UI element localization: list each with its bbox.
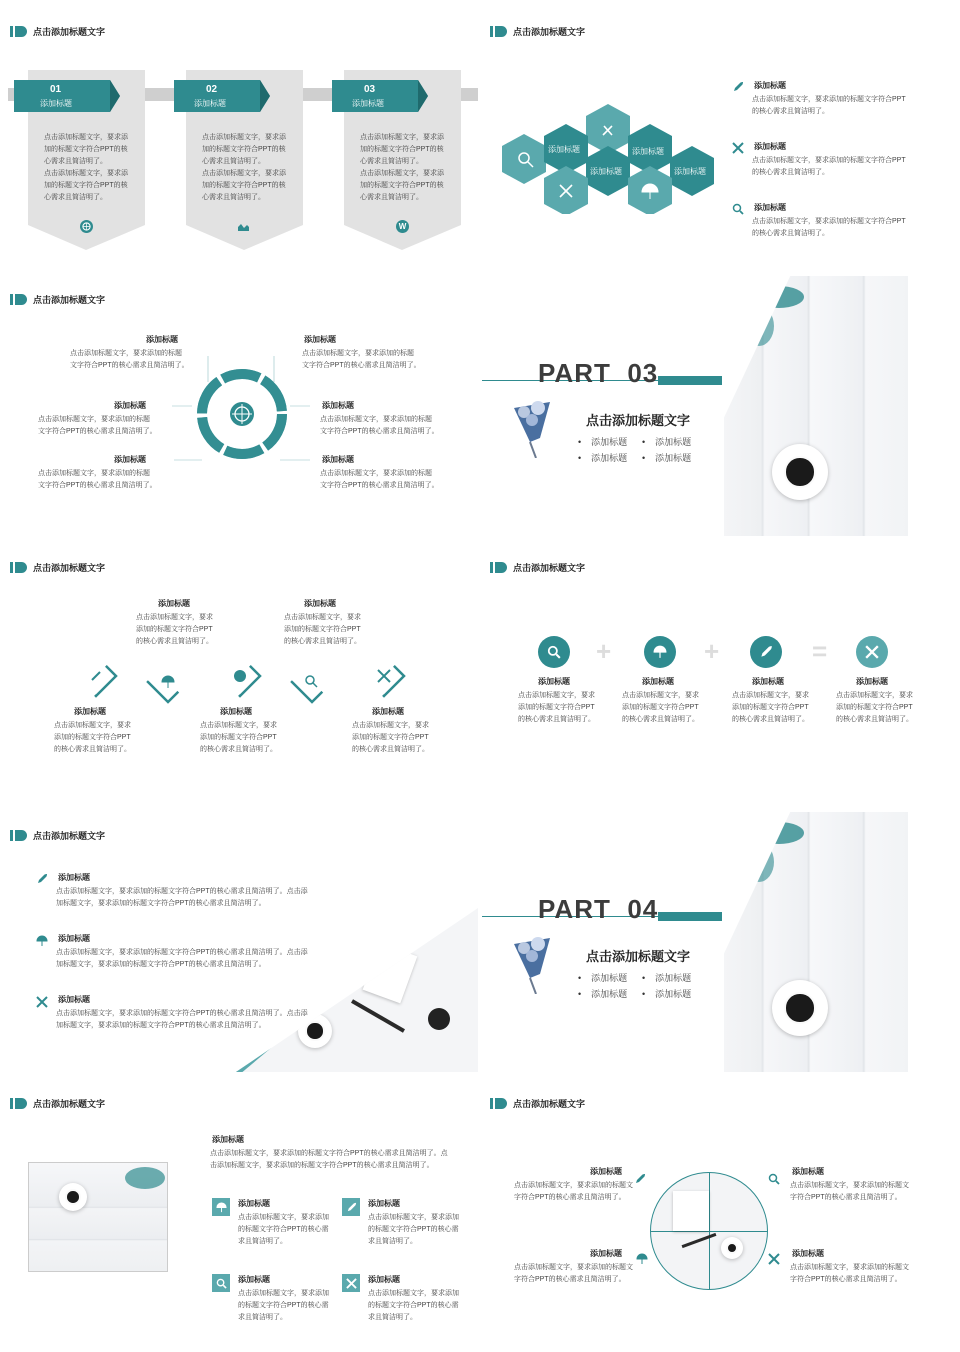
search-icon	[212, 1274, 230, 1292]
ring-item-2-title: 添加标题	[304, 335, 336, 344]
rocket-icon	[634, 1172, 646, 1190]
ring-item-3-title: 添加标题	[114, 401, 146, 410]
slide-header	[10, 828, 105, 842]
slide-title: 点击添加标题文字	[33, 294, 106, 305]
card-3-text: 点击添加标题文字，要求添 加的标题文字符合PPT的核 心需求且简洁明了。 点击添加标题文字，要求添 加的标题文字符合PPT的核 心需求且简洁明了。	[360, 134, 444, 201]
header-tab-icon	[490, 562, 507, 573]
part-label: PART 04	[538, 894, 659, 924]
slide-part-04	[482, 808, 958, 1072]
eq-item-1-text: 点击添加标题文字，要求 添加的标题文字符合PPT 的核心需求且简洁明了。	[518, 692, 595, 723]
slide-circle-photo	[482, 1076, 958, 1340]
card-1-num: 01	[50, 84, 62, 95]
grid-item-2-text: 点击添加标题文字，要求添加 的标题文字符合PPT的核心需 求且简洁明了。	[368, 1214, 459, 1245]
ring-item-1-text: 点击添加标题文字，要求添加的标题 文字符合PPT的核心需求且简洁明了。	[70, 350, 189, 369]
op-equals: =	[812, 636, 828, 666]
grid-item-3-title: 添加标题	[238, 1275, 270, 1284]
card-1-title: 添加标题	[40, 99, 72, 108]
umbrella-icon	[212, 1198, 230, 1216]
grid-item-1-text: 点击添加标题文字，要求添加 的标题文字符合PPT的核心需 求且简洁明了。	[238, 1214, 329, 1245]
slide-title: 点击添加标题文字	[33, 562, 106, 573]
header-tab-icon	[490, 26, 507, 37]
rocket-icon	[342, 1198, 360, 1216]
card-1	[28, 70, 145, 250]
slide-ring	[2, 272, 478, 536]
circle-item-3-text: 点击添加标题文字，要求添加的标题文 字符合PPT的核心需求且简洁明了。	[514, 1264, 633, 1283]
part-bullets-right: • 添加标题 • 添加标题	[642, 434, 691, 466]
slide-header	[490, 24, 585, 38]
grid-item-2-title: 添加标题	[368, 1199, 400, 1208]
grid-item-1-title: 添加标题	[238, 1199, 270, 1208]
slide-list-photo	[2, 808, 478, 1072]
item-1-text: 点击添加标题文字，要求添加的标题文字符合PPT 的核心需求且简洁明了。	[752, 96, 906, 115]
search-icon	[538, 636, 570, 668]
slide-title: 点击添加标题文字	[513, 26, 586, 37]
circle-item-3-title: 添加标题	[590, 1249, 622, 1258]
card-3	[344, 70, 461, 250]
card-2	[186, 70, 303, 250]
ring-item-6-title: 添加标题	[322, 455, 354, 464]
slide-title: 点击添加标题文字	[33, 1098, 106, 1109]
slide-header	[10, 24, 105, 38]
rocket-icon	[732, 80, 744, 98]
part-bullets-left: • 添加标题 • 添加标题	[578, 434, 627, 466]
circle-item-2-text: 点击添加标题文字，要求添加的标题文 字符合PPT的核心需求且简洁明了。	[790, 1182, 909, 1201]
slide-title: 点击添加标题文字	[33, 26, 106, 37]
item-3-title: 添加标题	[754, 203, 786, 212]
item-3-text: 点击添加标题文字，要求添加的标题文字符合PPT 的核心需求且简洁明了。	[752, 218, 906, 237]
slide-part-03	[482, 272, 958, 536]
slide-equation	[482, 540, 958, 804]
cover-photo	[724, 276, 908, 536]
part-title: 点击添加标题文字	[586, 413, 691, 428]
slide-title: 点击添加标题文字	[513, 1098, 586, 1109]
ring-item-6-text: 点击添加标题文字，要求添加的标题 文字符合PPT的核心需求且简洁明了。	[320, 470, 439, 489]
card-3-num: 03	[364, 84, 376, 95]
bottom-item-1-title: 添加标题	[74, 707, 106, 716]
part-bullets-left: • 添加标题 • 添加标题	[578, 970, 627, 1002]
bouquet-image	[510, 934, 556, 999]
item-2-title: 添加标题	[754, 142, 786, 151]
eq-item-3-title: 添加标题	[752, 677, 784, 686]
item-2-text: 点击添加标题文字，要求添加的标题文字符合PPT 的核心需求且简洁明了。	[752, 157, 906, 176]
top-item-2-title: 添加标题	[304, 599, 336, 608]
umbrella-icon	[636, 1252, 648, 1270]
circle-photo	[650, 1172, 768, 1290]
tools-icon	[856, 636, 888, 668]
ring-item-3-text: 点击添加标题文字，要求添加的标题 文字符合PPT的核心需求且简洁明了。	[38, 416, 157, 435]
eq-item-2-title: 添加标题	[642, 677, 674, 686]
card-3-title: 添加标题	[352, 99, 384, 108]
slide-photo-grid	[2, 1076, 478, 1340]
hex-label-1: 添加标题	[548, 145, 580, 154]
grid-item-4-text: 点击添加标题文字，要求添加 的标题文字符合PPT的核心需 求且简洁明了。	[368, 1290, 459, 1321]
ring-item-4-text: 点击添加标题文字，要求添加的标题 文字符合PPT的核心需求且简洁明了。	[320, 416, 439, 435]
header-tab-icon	[10, 1098, 27, 1109]
slide-header	[490, 1096, 585, 1110]
card-1-text: 点击添加标题文字，要求添 加的标题文字符合PPT的核 心需求且简洁明了。 点击添加标题文字，要求添 加的标题文字符合PPT的核 心需求且简洁明了。	[44, 134, 128, 201]
bottom-item-2-title: 添加标题	[220, 707, 252, 716]
list-item-1-title: 添加标题	[58, 873, 90, 882]
ring-item-5-title: 添加标题	[114, 455, 146, 464]
circle-item-4-title: 添加标题	[792, 1249, 824, 1258]
search-icon	[732, 202, 744, 220]
chart-icon	[236, 220, 250, 238]
top-item-2-text: 点击添加标题文字，要求 添加的标题文字符合PPT 的核心需求且简洁明了。	[284, 614, 361, 645]
grid-item-3-text: 点击添加标题文字，要求添加 的标题文字符合PPT的核心需 求且简洁明了。	[238, 1290, 329, 1321]
hex-label-4: 添加标题	[674, 167, 706, 176]
umbrella-icon	[644, 636, 676, 668]
circle-item-1-title: 添加标题	[590, 1167, 622, 1176]
op-plus-2: +	[704, 636, 720, 666]
main-text: 点击添加标题文字，要求添加的标题文字符合PPT的核心需求且简洁明了。点 击添加标题文字，要求添加的标题文字符合PPT的核心需求且简洁明了。	[210, 1150, 448, 1169]
ring-item-4-title: 添加标题	[322, 401, 354, 410]
top-item-1-title: 添加标题	[158, 599, 190, 608]
part-label: PART 03	[538, 358, 659, 388]
top-item-1-text: 点击添加标题文字，要求 添加的标题文字符合PPT 的核心需求且简洁明了。	[136, 614, 213, 645]
slide-title: 点击添加标题文字	[513, 562, 586, 573]
diamond-row	[72, 652, 432, 708]
umbrella-icon	[36, 934, 48, 952]
slide-header	[10, 292, 105, 306]
header-tab-icon	[10, 562, 27, 573]
header-tab-icon	[10, 830, 27, 841]
part-title: 点击添加标题文字	[586, 949, 691, 964]
eq-item-2-text: 点击添加标题文字，要求 添加的标题文字符合PPT 的核心需求且简洁明了。	[622, 692, 699, 723]
hexagon-cluster	[500, 102, 720, 214]
header-tab-icon	[10, 294, 27, 305]
part-bar	[658, 376, 722, 385]
eq-item-1-title: 添加标题	[538, 677, 570, 686]
ring-item-1-title: 添加标题	[146, 335, 178, 344]
main-title: 添加标题	[212, 1135, 244, 1144]
hex-label-2: 添加标题	[632, 147, 664, 156]
desk-photo	[230, 908, 478, 1072]
list-item-2-text: 点击添加标题文字，要求添加的标题文字符合PPT的核心需求且简洁明了。点击添 加标题文字，要求添加的标题文字符合PPT的核心需求且简洁明了。	[56, 949, 308, 968]
bottom-item-3-text: 点击添加标题文字，要求 添加的标题文字符合PPT 的核心需求且简洁明了。	[352, 722, 429, 753]
part-bullets-right: • 添加标题 • 添加标题	[642, 970, 691, 1002]
eq-item-4-title: 添加标题	[856, 677, 888, 686]
bouquet-image	[510, 398, 556, 463]
tools-icon	[732, 141, 744, 159]
hex-label-3: 添加标题	[590, 167, 622, 176]
rocket-icon	[750, 636, 782, 668]
ring-item-5-text: 点击添加标题文字，要求添加的标题 文字符合PPT的核心需求且简洁明了。	[38, 470, 157, 489]
bottom-item-3-title: 添加标题	[372, 707, 404, 716]
tools-icon	[342, 1274, 360, 1292]
op-plus-1: +	[596, 636, 612, 666]
slide-header	[10, 560, 105, 574]
bottom-item-2-text: 点击添加标题文字，要求 添加的标题文字符合PPT 的核心需求且简洁明了。	[200, 722, 277, 753]
slide-title: 点击添加标题文字	[33, 830, 106, 841]
rocket-icon	[36, 872, 48, 890]
slide-diamonds	[2, 540, 478, 804]
slide-header	[490, 560, 585, 574]
list-item-3-text: 点击添加标题文字，要求添加的标题文字符合PPT的核心需求且简洁明了。点击添 加标题文字，要求添加的标题文字符合PPT的核心需求且简洁明了。	[56, 1010, 308, 1029]
wordpress-icon: W	[396, 220, 409, 233]
slide-header	[10, 1096, 105, 1110]
eq-item-4-text: 点击添加标题文字，要求 添加的标题文字符合PPT 的核心需求且简洁明了。	[836, 692, 913, 723]
tools-icon	[768, 1252, 780, 1270]
slide-hexagons	[482, 4, 958, 268]
table-photo	[28, 1162, 168, 1272]
part-bar	[658, 912, 722, 921]
circle-item-1-text: 点击添加标题文字，要求添加的标题文 字符合PPT的核心需求且简洁明了。	[514, 1182, 633, 1201]
cover-photo	[724, 812, 908, 1072]
slide-timeline	[2, 4, 478, 268]
search-icon	[768, 1172, 780, 1190]
header-tab-icon	[490, 1098, 507, 1109]
list-item-2-title: 添加标题	[58, 934, 90, 943]
globe-icon	[80, 220, 93, 233]
circle-item-4-text: 点击添加标题文字，要求添加的标题文 字符合PPT的核心需求且简洁明了。	[790, 1264, 909, 1283]
list-item-3-title: 添加标题	[58, 995, 90, 1004]
item-1-title: 添加标题	[754, 81, 786, 90]
bottom-item-1-text: 点击添加标题文字，要求 添加的标题文字符合PPT 的核心需求且简洁明了。	[54, 722, 131, 753]
grid-item-4-title: 添加标题	[368, 1275, 400, 1284]
tools-icon	[36, 995, 48, 1013]
card-2-num: 02	[206, 84, 218, 95]
ring-item-2-text: 点击添加标题文字，要求添加的标题 文字符合PPT的核心需求且简洁明了。	[302, 350, 421, 369]
list-item-1-text: 点击添加标题文字，要求添加的标题文字符合PPT的核心需求且简洁明了。点击添 加标题文字，要求添加的标题文字符合PPT的核心需求且简洁明了。	[56, 888, 308, 907]
card-2-title: 添加标题	[194, 99, 226, 108]
circle-item-2-title: 添加标题	[792, 1167, 824, 1176]
eq-item-3-text: 点击添加标题文字，要求 添加的标题文字符合PPT 的核心需求且简洁明了。	[732, 692, 809, 723]
card-2-text: 点击添加标题文字，要求添 加的标题文字符合PPT的核 心需求且简洁明了。 点击添加标题文字，要求添 加的标题文字符合PPT的核 心需求且简洁明了。	[202, 134, 286, 201]
header-tab-icon	[10, 26, 27, 37]
